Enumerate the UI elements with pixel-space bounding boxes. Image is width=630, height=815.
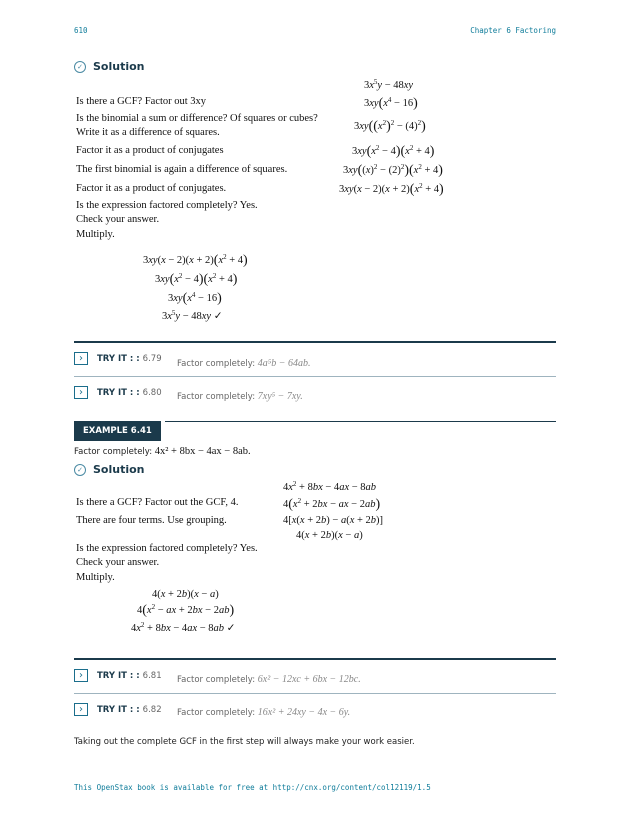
step-gcf: Is there a GCF? Factor out 3xy xyxy=(76,96,207,107)
check-line: $3xy(x - 2)(x + 2)(x^2 + 4)$ xyxy=(143,253,248,268)
prompt-text: Factor completely: xyxy=(177,675,256,685)
chevron-right-icon[interactable]: › xyxy=(74,352,88,365)
step-multiply: Multiply. xyxy=(76,229,115,240)
try-it-prompt xyxy=(177,707,350,718)
chevron-right-icon[interactable]: › xyxy=(74,386,88,399)
page-number: 610 xyxy=(74,26,88,35)
step-first-binomial: The first binomial is again a difference of squares. xyxy=(76,164,288,175)
try-it-number: 6.81 xyxy=(142,670,162,681)
divider xyxy=(74,693,556,694)
step-check: Check your answer. xyxy=(76,214,160,225)
prompt-text: Factor completely: xyxy=(74,447,153,457)
footer-text: This OpenStax book is available for free at http://cnx.org/content/col12119/1.5 xyxy=(74,783,431,792)
solution-label: Solution xyxy=(93,60,145,73)
try-it-681 xyxy=(74,669,162,682)
chevron-right-icon[interactable]: › xyxy=(74,669,88,682)
prompt-expression: 7xy⁵ − 7xy. xyxy=(257,391,303,402)
step-gcf: Is there a GCF? Factor out the GCF, 4. xyxy=(76,497,239,508)
divider xyxy=(74,658,556,660)
prompt-text: Factor completely: xyxy=(177,359,256,369)
try-it-label: TRY IT : : xyxy=(97,704,140,715)
math-expression: $4(x^2 + 2bx$ − ax − 2ab) xyxy=(283,497,381,512)
prompt-expression: 4x² + 8bx − 4ax − 8ab. xyxy=(154,446,251,457)
example-badge: EXAMPLE 6.41 xyxy=(74,421,161,441)
try-it-prompt xyxy=(177,391,303,402)
chapter-title: Chapter 6 Factoring xyxy=(470,26,556,35)
check-line: $3xy(x^2 - 4)(x^2 + 4)$ xyxy=(155,272,238,287)
try-it-680 xyxy=(74,386,162,399)
step-write-difference: Write it as a difference of squares. xyxy=(76,127,220,138)
prompt-expression: 6x² − 12xc + 6bx − 12bc. xyxy=(257,674,361,685)
check-line: $4(x^2$ − ax + 2bx − 2ab) xyxy=(137,603,235,618)
chevron-right-icon[interactable]: › xyxy=(74,703,88,716)
check-line: $4x^2 + 8bx - 4ax - 8ab$ ✓ xyxy=(131,621,236,634)
prompt-text: Factor completely: xyxy=(177,708,256,718)
divider xyxy=(74,341,556,343)
prompt-expression: 16x² + 24xy − 4x − 6y. xyxy=(257,707,351,718)
step-conjugates-2: Factor it as a product of conjugates. xyxy=(76,183,227,194)
divider xyxy=(74,376,556,377)
math-expression: $3xy(x - 2)(x + 2)(x^2 + 4)$ xyxy=(339,182,444,197)
try-it-label: TRY IT : : xyxy=(97,387,140,398)
math-expression: $3x^5y - 48xy$ xyxy=(364,78,414,91)
math-expression: $4x^2 + 8bx - 4ax - 8ab$ xyxy=(283,480,377,493)
math-expression: $3xy((x^2)^2 - (4)^2)$ xyxy=(354,119,426,134)
try-it-prompt xyxy=(177,358,311,369)
step-grouping: There are four terms. Use grouping. xyxy=(76,515,227,526)
try-it-label: TRY IT : : xyxy=(97,670,140,681)
step-binomial-question: Is the binomial a sum or difference? Of squares or cubes? xyxy=(76,113,318,124)
math-expression: 4[x(x + 2b) − a(x + 2b)] xyxy=(283,515,384,526)
check-circle-icon: ✓ xyxy=(74,464,86,476)
note-text: Taking out the complete GCF in the first step will always make your work easier. xyxy=(74,737,415,747)
step-factored-completely: Is the expression factored completely? Yes. xyxy=(76,543,258,554)
try-it-prompt xyxy=(177,674,361,685)
step-check: Check your answer. xyxy=(76,557,160,568)
math-expression: $3xy(x^4 - 16)$ xyxy=(364,96,418,111)
example-prompt xyxy=(74,446,251,457)
step-multiply: Multiply. xyxy=(76,572,115,583)
check-circle-icon: ✓ xyxy=(74,61,86,73)
try-it-number: 6.82 xyxy=(142,704,162,715)
step-factored-completely: Is the expression factored completely? Yes. xyxy=(76,200,258,211)
solution-heading xyxy=(74,463,145,476)
try-it-number: 6.80 xyxy=(142,387,162,398)
check-line: 4(x + 2b)(x − a) xyxy=(152,589,219,600)
step-conjugates-1: Factor it as a product of conjugates xyxy=(76,145,224,156)
math-expression: 4(x + 2b)(x − a) xyxy=(296,530,363,541)
try-it-679 xyxy=(74,352,162,365)
try-it-number: 6.79 xyxy=(142,353,162,364)
solution-heading xyxy=(74,60,145,73)
math-expression: $3xy(x^2 - 4)(x^2 + 4)$ xyxy=(352,144,435,159)
prompt-expression: 4a⁵b − 64ab. xyxy=(257,358,311,369)
prompt-text: Factor completely: xyxy=(177,392,256,402)
check-line: $3x^5y - 48xy$ ✓ xyxy=(162,309,223,322)
math-expression: $3xy((x)^2 - (2)^2)(x^2 + 4)$ xyxy=(343,163,443,178)
try-it-682 xyxy=(74,703,162,716)
check-line: $3xy(x^4 - 16)$ xyxy=(168,291,222,306)
try-it-label: TRY IT : : xyxy=(97,353,140,364)
divider xyxy=(165,421,556,422)
solution-label: Solution xyxy=(93,463,145,476)
